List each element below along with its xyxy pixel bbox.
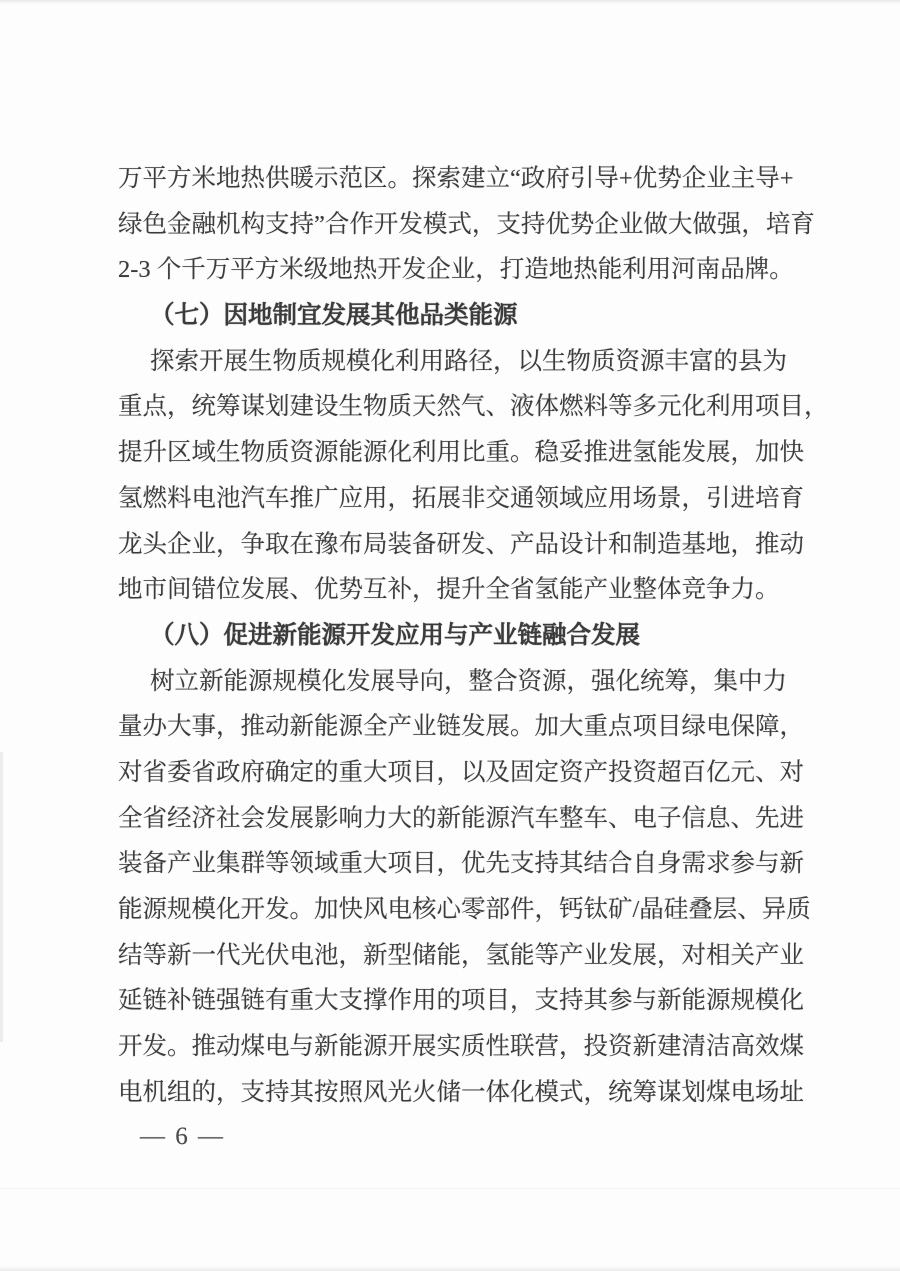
text-line: 全省经济社会发展影响力大的新能源汽车整车、电子信息、先进 (118, 804, 804, 832)
text-line: 探索开展生物质规模化利用路径，以生物质资源丰富的县为 (150, 347, 787, 375)
section-heading: （七）因地制宜发展其他品类能源 (150, 302, 518, 330)
text-line: 树立新能源规模化发展导向，整合资源，强化统筹，集中力 (150, 667, 787, 695)
text-line: 重点，统筹谋划建设生物质天然气、液体燃料等多元化利用项目， (118, 393, 829, 421)
text-line: 地市间错位发展、优势互补，提升全省氢能产业整体竞争力。 (118, 576, 780, 604)
text-line: 开发。推动煤电与新能源开展实质性联营，投资新建清洁高效煤 (118, 1033, 804, 1061)
text-line: 结等新一代光伏电池，新型储能，氢能等产业发展，对相关产业 (118, 941, 804, 969)
text-line: 绿色金融机构支持”合作开发模式，支持优势企业做大做强，培育 (118, 210, 815, 238)
text-line: 氢燃料电池汽车推广应用，拓展非交通领域应用场景，引进培育 (118, 484, 804, 512)
scan-artifact-left-edge (0, 752, 3, 1042)
page-number: — 6 — (140, 1123, 225, 1150)
document-body (118, 156, 829, 1115)
text-line: 装备产业集群等领域重大项目，优先支持其结合自身需求参与新 (118, 850, 804, 878)
text-line: 量办大事，推动新能源全产业链发展。加大重点项目绿电保障， (118, 713, 804, 741)
section-heading: （八）促进新能源开发应用与产业链融合发展 (150, 621, 640, 649)
text-line: 对省委省政府确定的重大项目，以及固定资产投资超百亿元、对 (118, 758, 804, 786)
text-line: 龙头企业，争取在豫布局装备研发、产品设计和制造基地，推动 (118, 530, 804, 558)
text-line: 提升区域生物质资源能源化利用比重。稳妥推进氢能发展，加快 (118, 439, 804, 467)
text-line: 2-3 个千万平方米级地热开发企业，打造地热能利用河南品牌。 (118, 256, 794, 284)
text-line: 电机组的，支持其按照风光火储一体化模式，统筹谋划煤电场址 (118, 1078, 804, 1106)
text-line: 延链补链强链有重大支撑作用的项目，支持其参与新能源规模化 (118, 987, 804, 1015)
scan-artifact-bottom-edge (0, 1266, 900, 1271)
text-line: 万平方米地热供暖示范区。探索建立“政府引导+优势企业主导+ (118, 165, 794, 192)
scan-artifact-line (0, 1188, 900, 1189)
scan-artifact-top-edge (0, 0, 900, 4)
text-line: 能源规模化开发。加快风电核心零部件，钙钛矿/晶硅叠层、异质 (118, 896, 811, 923)
